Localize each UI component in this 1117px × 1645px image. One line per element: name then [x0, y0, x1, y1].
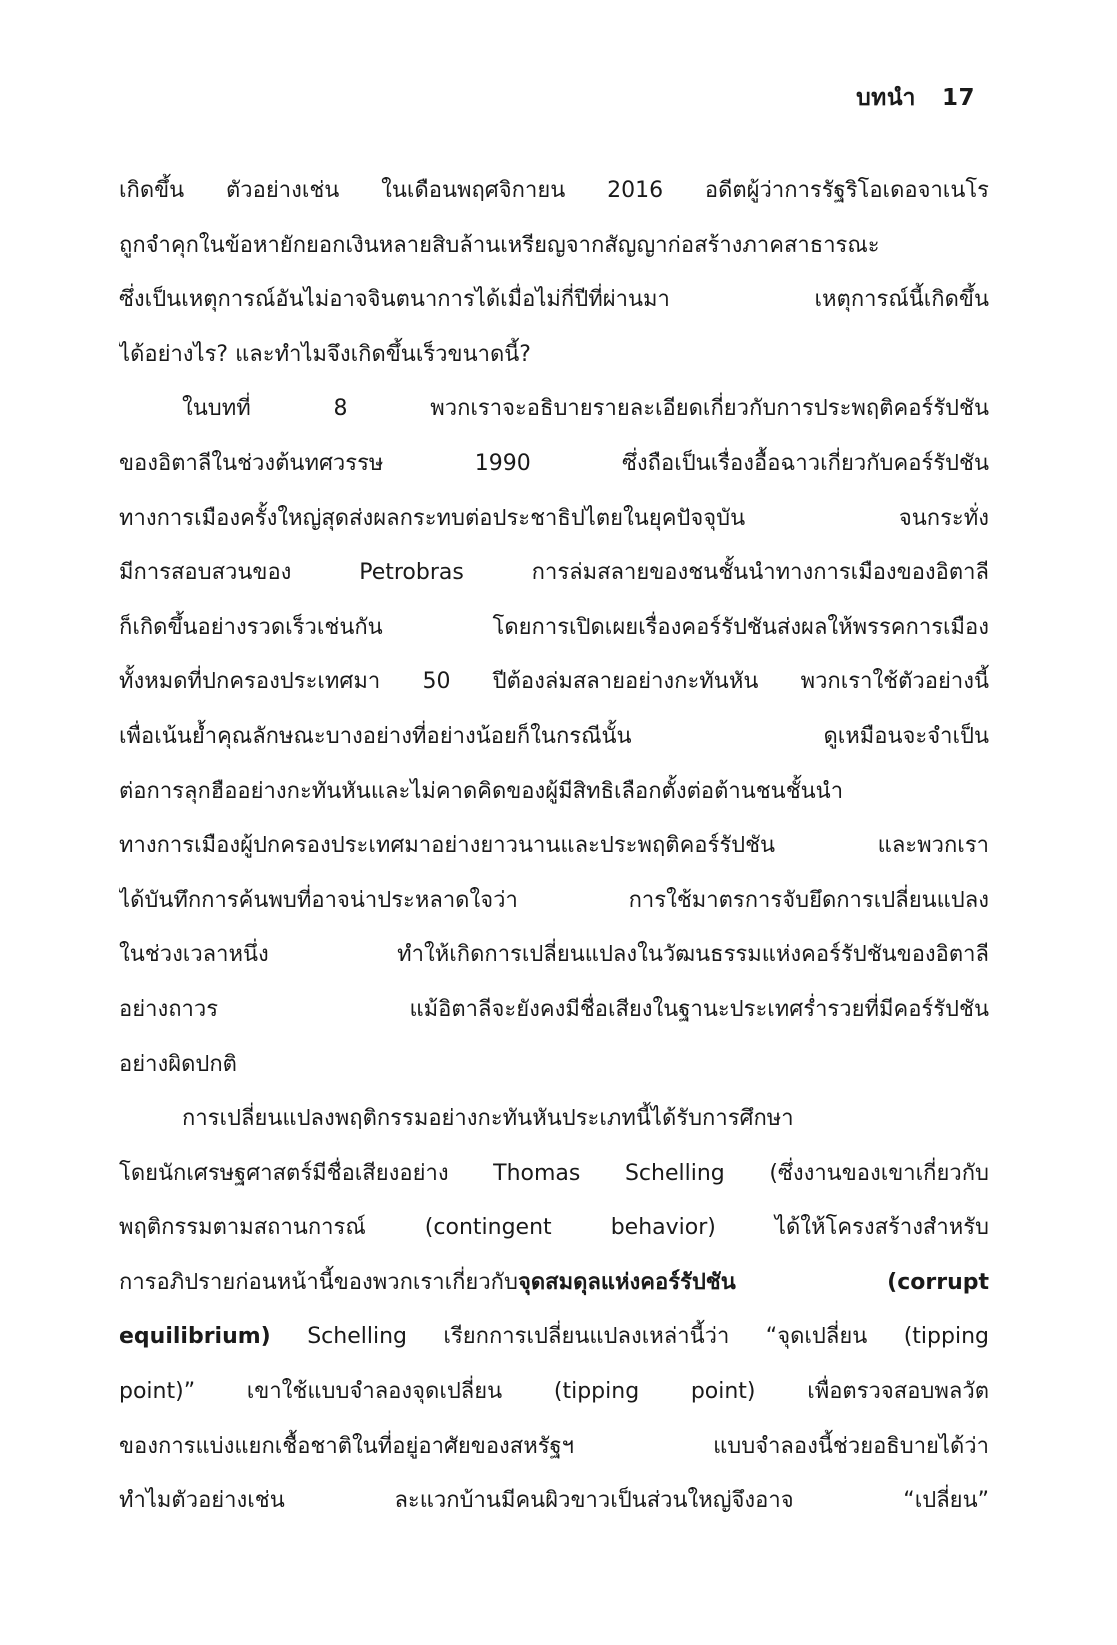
- text-line: ได้อย่างไร? และทำไมจึงเกิดขึ้นเร็วขนาดนี้?: [119, 341, 531, 367]
- text-line: การเปลี่ยนแปลงพฤติกรรมอย่างกะทันหันประเภทนี้ได้รับการศึกษา: [182, 1106, 794, 1132]
- text-line: ได้บันทึกการค้นพบที่อาจน่าประหลาดใจว่า การใช้มาตรการจับยึดการเปลี่ยนแปลง: [119, 887, 989, 913]
- text-line: ก็เกิดขึ้นอย่างรวดเร็วเช่นกัน โดยการเปิดเผยเรื่องคอร์รัปชันส่งผลให้พรรคการเมือง: [119, 614, 989, 640]
- text-line: พฤติกรรมตามสถานการณ์ (contingent behavior) ได้ให้โครงสร้างสำหรับ: [119, 1215, 989, 1241]
- key-term-corrupt-equilibrium: จุดสมดุลแห่งคอร์รัปชัน (corrupt: [517, 1269, 989, 1295]
- text-line: [119, 1314, 989, 1369]
- text-line: ในบทที่ 8 พวกเราจะอธิบายรายละเอียดเกี่ยวกับการประพฤติคอร์รัปชัน: [182, 396, 989, 422]
- text-segment: Schelling เรียกการเปลี่ยนแปลงเหล่านี้ว่า “จุดเปลี่ยน (tipping: [270, 1324, 989, 1350]
- chapter-title: บทนำ: [856, 85, 916, 111]
- text-line: ทั้งหมดที่ปกครองประเทศมา 50 ปีต้องล่มสลายอย่างกะทันหัน พวกเราใช้ตัวอย่างนี้: [119, 669, 989, 695]
- text-line: โดยนักเศรษฐศาสตร์มีชื่อเสียงอย่าง Thomas Schelling (ซึ่งงานของเขาเกี่ยวกับ: [119, 1160, 989, 1186]
- text-line: ของอิตาลีในช่วงต้นทศวรรษ 1990 ซึ่งถือเป็นเรื่องอื้อฉาวเกี่ยวกับคอร์รัปชัน: [119, 450, 989, 476]
- key-term-continuation: equilibrium): [119, 1324, 271, 1350]
- text-line: ทางการเมืองผู้ปกครองประเทศมาอย่างยาวนานและประพฤติคอร์รัปชัน และพวกเรา: [119, 833, 989, 859]
- text-line: อย่างถาวร แม้อิตาลีจะยังคงมีชื่อเสียงในฐานะประเทศร่ำรวยที่มีคอร์รัปชัน: [119, 996, 989, 1022]
- text-line: [119, 1260, 989, 1315]
- text-line: ต่อการลุกฮืออย่างกะทันหันและไม่คาดคิดของผู้มีสิทธิเลือกตั้งต่อต้านชนชั้นนำ: [119, 778, 844, 804]
- running-header: [856, 80, 975, 116]
- text-line: เพื่อเน้นย้ำคุณลักษณะบางอย่างที่อย่างน้อยก็ในกรณีนั้น ดูเหมือนจะจำเป็น: [119, 723, 989, 749]
- text-line: point)” เขาใช้แบบจำลองจุดเปลี่ยน (tipping point) เพื่อตรวจสอบพลวัต: [119, 1379, 989, 1405]
- text-line: ซึ่งเป็นเหตุการณ์อันไม่อาจจินตนาการได้เมื่อไม่กี่ปีที่ผ่านมา เหตุการณ์นี้เกิดขึ้น: [119, 287, 989, 313]
- text-line: ในช่วงเวลาหนึ่ง ทำให้เกิดการเปลี่ยนแปลงในวัฒนธรรมแห่งคอร์รัปชันของอิตาลี: [119, 942, 989, 968]
- text-line: อย่างผิดปกติ: [119, 1051, 237, 1077]
- text-line: ของการแบ่งแยกเชื้อชาติในที่อยู่อาศัยของสหรัฐฯ แบบจำลองนี้ช่วยอธิบายได้ว่า: [119, 1433, 989, 1459]
- page-number: 17: [941, 85, 975, 111]
- text-line: ทางการเมืองครั้งใหญ่สุดส่งผลกระทบต่อประชาธิปไตยในยุคปัจจุบัน จนกระทั่ง: [119, 505, 989, 531]
- text-line: เกิดขึ้น ตัวอย่างเช่น ในเดือนพฤศจิกายน 2016 อดีตผู้ว่าการรัฐริโอเดอจาเนโร: [119, 178, 989, 203]
- text-line: ถูกจำคุกในข้อหายักยอกเงินหลายสิบล้านเหรียญจากสัญญาก่อสร้างภาคสาธารณะ: [119, 232, 880, 258]
- text-segment: การอภิปรายก่อนหน้านี้ของพวกเราเกี่ยวกับ: [119, 1269, 518, 1295]
- text-line: ทำไมตัวอย่างเช่น ละแวกบ้านมีคนผิวขาวเป็นส่วนใหญ่จึงอาจ “เปลี่ยน”: [119, 1488, 989, 1514]
- text-line: มีการสอบสวนของ Petrobras การล่มสลายของชนชั้นนำทางการเมืองของอิตาลี: [119, 560, 989, 586]
- body-text: [119, 168, 989, 1533]
